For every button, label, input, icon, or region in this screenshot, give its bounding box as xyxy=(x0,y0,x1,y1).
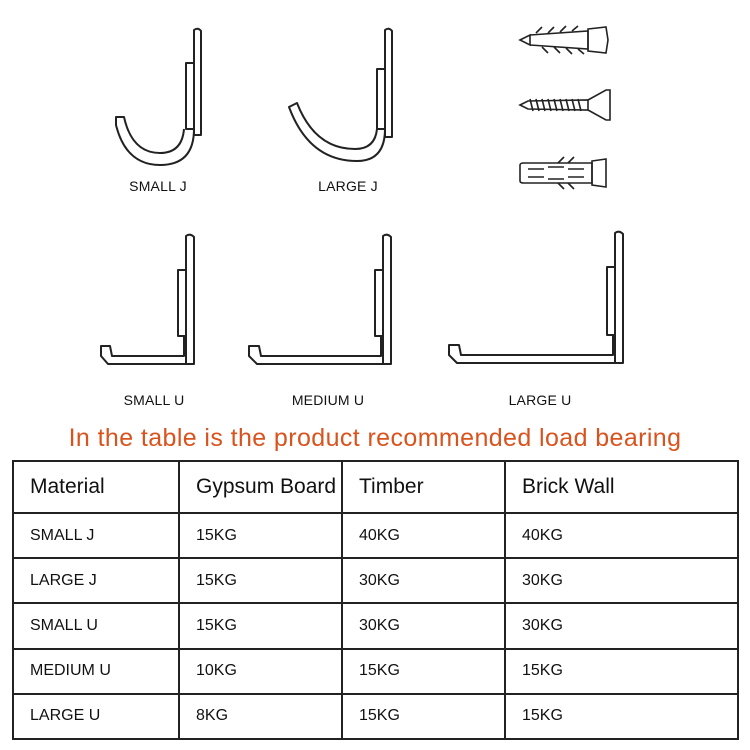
timber-value: 30KG xyxy=(342,558,505,603)
table-row xyxy=(13,649,738,694)
gypsum-value: 15KG xyxy=(179,558,342,603)
gypsum-value: 8KG xyxy=(179,694,342,739)
hook-label-large-j: LARGE J xyxy=(318,178,378,194)
row-material: MEDIUM U xyxy=(13,649,179,694)
brick-value: 15KG xyxy=(505,694,738,739)
drywall-anchor-icon xyxy=(518,25,613,55)
timber-value: 40KG xyxy=(342,513,505,558)
load-bearing-headline: In the table is the product recommended load bearing xyxy=(68,424,682,452)
table-row xyxy=(13,513,738,558)
column-header-brick-wall: Brick Wall xyxy=(505,461,738,513)
row-material: LARGE J xyxy=(13,558,179,603)
brick-value: 30KG xyxy=(505,558,738,603)
gypsum-value: 15KG xyxy=(179,513,342,558)
timber-value: 15KG xyxy=(342,694,505,739)
column-header-gypsum-board: Gypsum Board xyxy=(179,461,342,513)
table-header-row xyxy=(13,461,738,513)
hook-label-large-u: LARGE U xyxy=(508,392,572,408)
hook-label-medium-u: MEDIUM U xyxy=(291,392,365,408)
small-j-hook-illustration xyxy=(108,25,208,170)
small-u-hook-illustration xyxy=(98,230,208,375)
column-header-material: Material xyxy=(13,461,179,513)
row-material: LARGE U xyxy=(13,694,179,739)
timber-value: 15KG xyxy=(342,649,505,694)
gypsum-value: 10KG xyxy=(179,649,342,694)
brick-value: 30KG xyxy=(505,603,738,648)
row-material: SMALL U xyxy=(13,603,179,648)
brick-value: 40KG xyxy=(505,513,738,558)
large-j-hook-illustration xyxy=(285,25,400,170)
wall-plug-icon xyxy=(518,155,613,191)
gypsum-value: 15KG xyxy=(179,603,342,648)
timber-value: 30KG xyxy=(342,603,505,648)
brick-value: 15KG xyxy=(505,649,738,694)
hook-label-small-u: SMALL U xyxy=(123,392,185,408)
medium-u-hook-illustration xyxy=(245,230,400,375)
load-bearing-table xyxy=(12,460,739,740)
hook-label-small-j: SMALL J xyxy=(129,178,187,194)
table-row xyxy=(13,558,738,603)
wood-screw-icon xyxy=(518,88,613,122)
row-material: SMALL J xyxy=(13,513,179,558)
table-row xyxy=(13,603,738,648)
table-row xyxy=(13,694,738,739)
column-header-timber: Timber xyxy=(342,461,505,513)
large-u-hook-illustration xyxy=(443,227,633,375)
